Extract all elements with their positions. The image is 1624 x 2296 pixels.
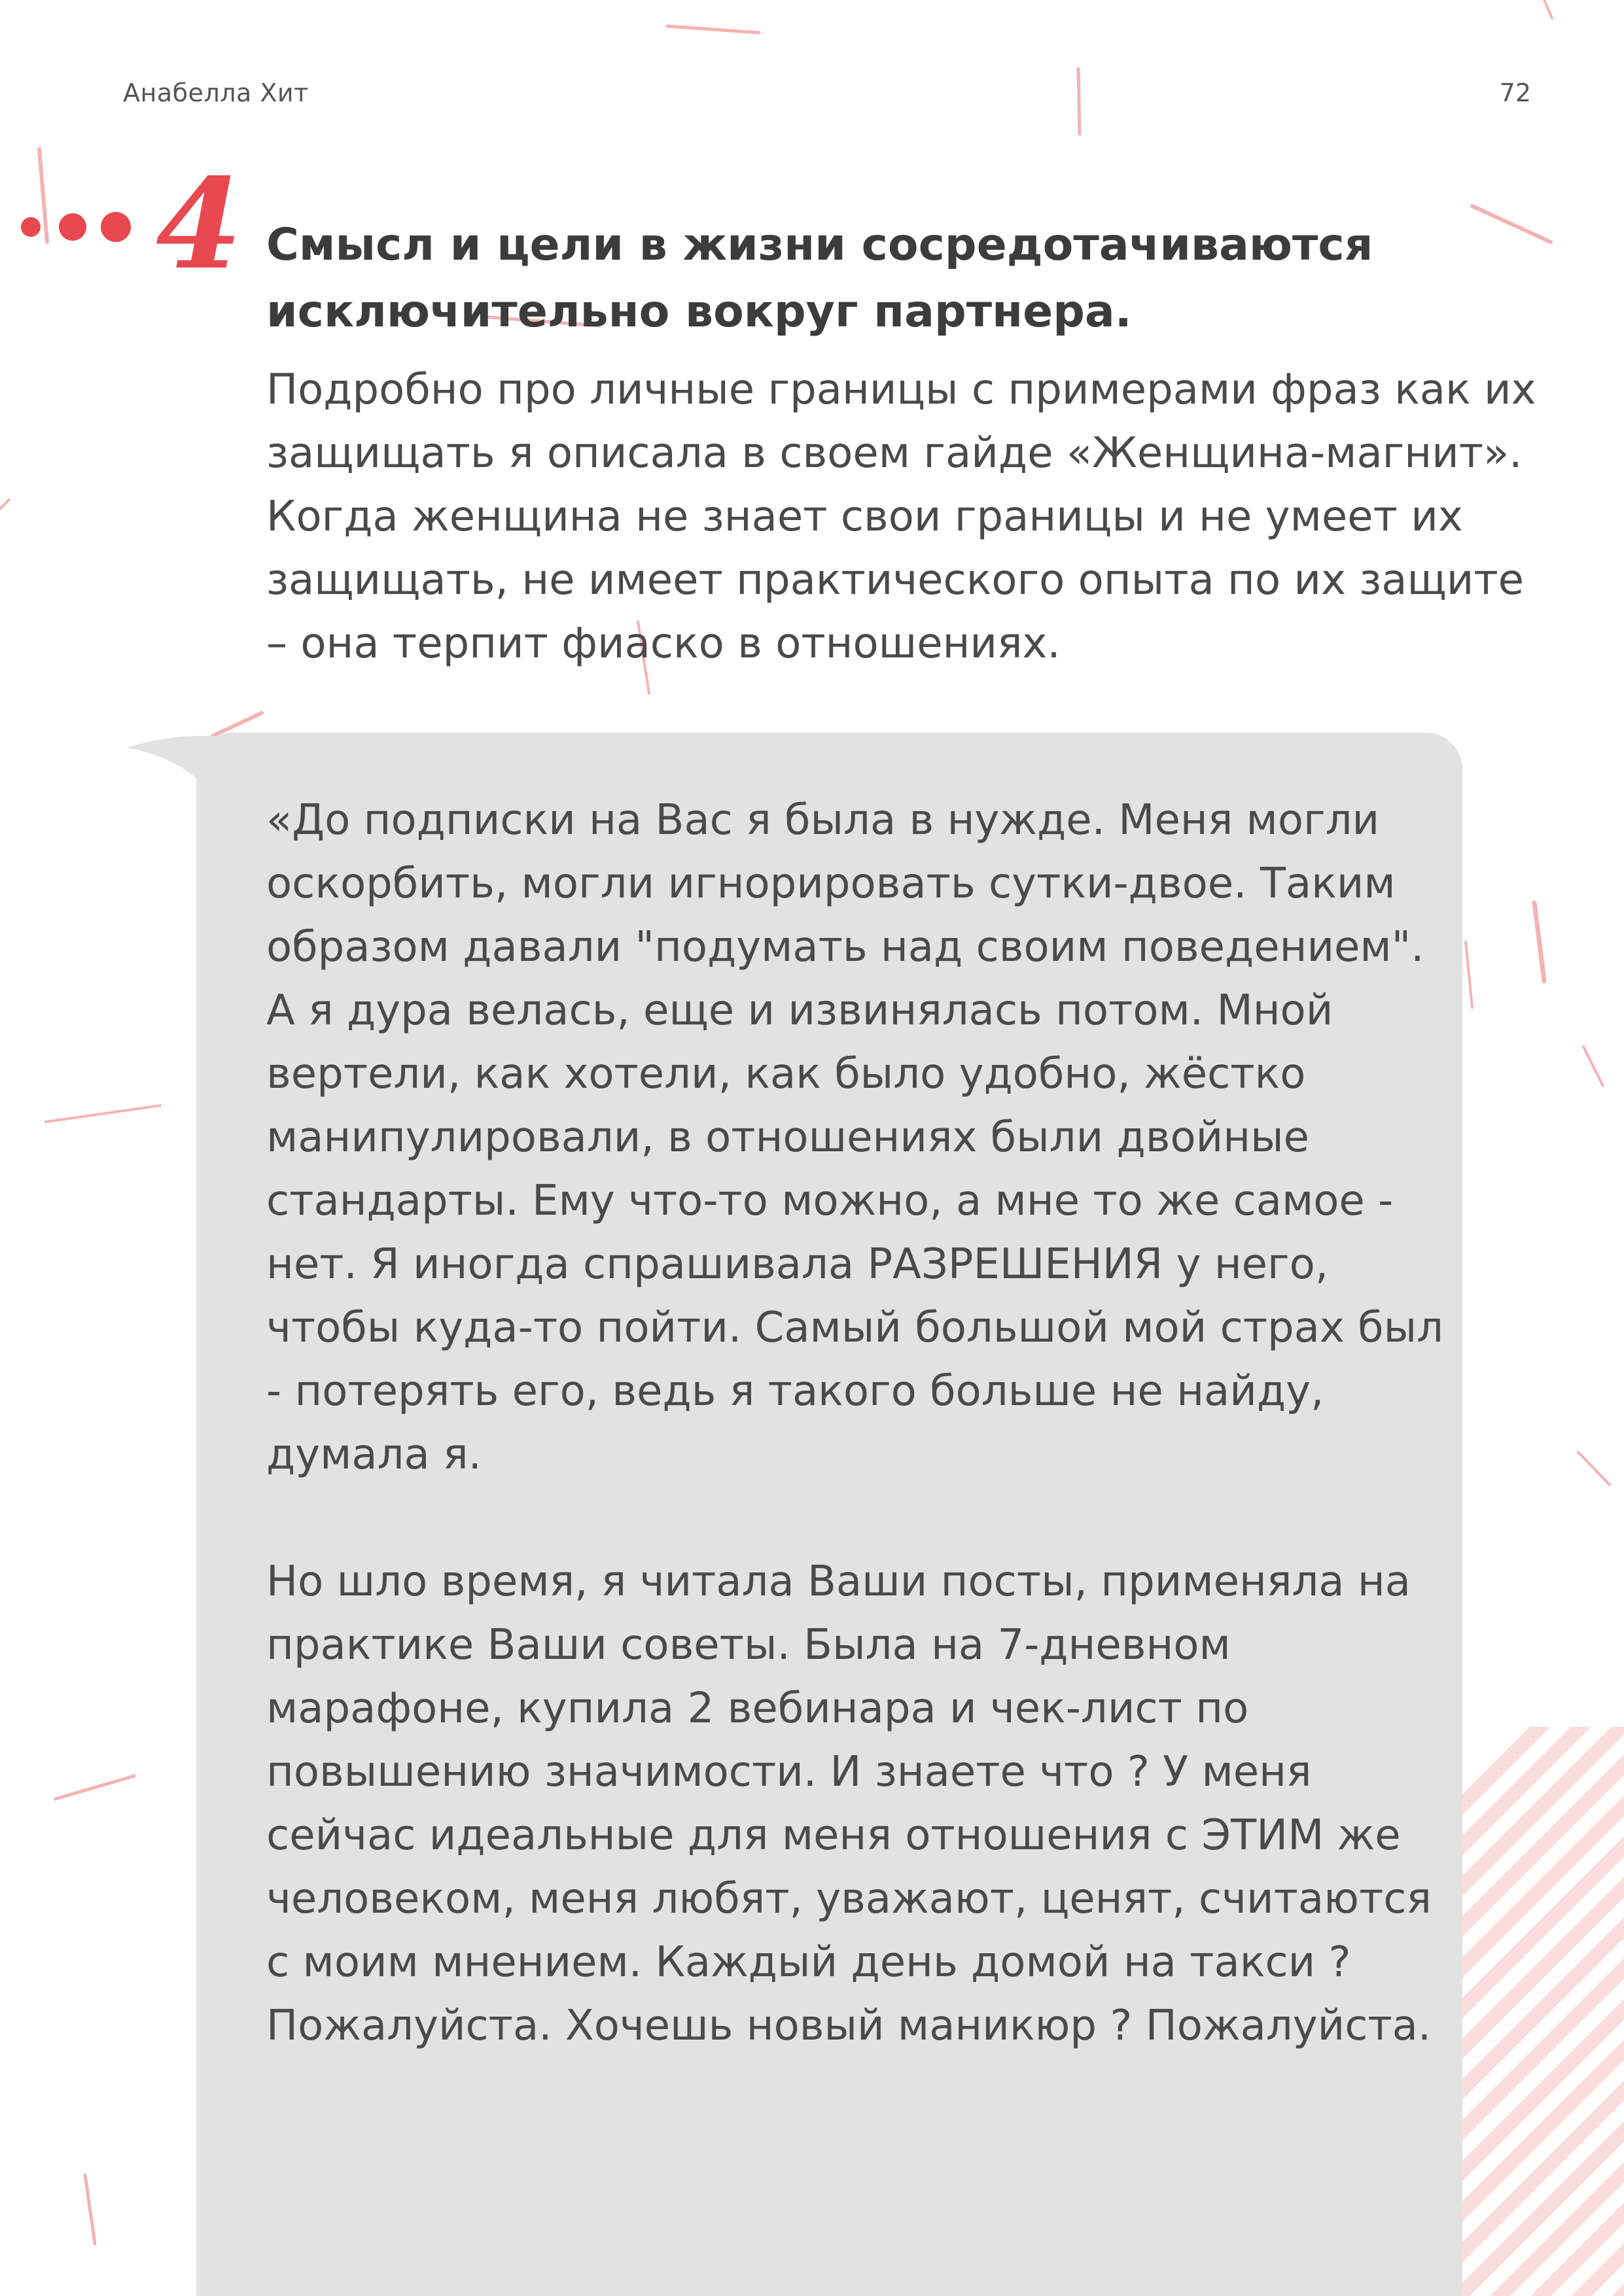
testimonial-paragraph: «До подписки на Вас я была в нужде. Меня могли оскорбить, могли игнорировать сутки-двое. Таким образом давали "подумать над своим поведением". А я дура велась, еще и извинялась потом. Мной вертели, как хотели, как было удобно, жёстко манипулировали, в отношениях были двойные стандарты. Ему что-то можно, а мне то же самое - нет. Я иногда спрашивала РАЗРЕШЕНИЯ у него, чтобы куда-то пойти. Самый большой мой страх был - потерять его, ведь я такого больше не найду, думала я. — [266, 796, 1443, 1479]
striped-corner — [1459, 1727, 1624, 2296]
section-heading: Смысл и цели в жизни сосредотачиваются исключительно вокруг партнера. — [266, 219, 1373, 338]
author-name: Анабелла Хит — [123, 78, 309, 107]
testimonial-paragraph: Но шло время, я читала Ваши посты, применяла на практике Ваши советы. Была на 7-дневном марафоне, купила 2 вебинара и чек-лист по повышению значимости. И знаете что ? У меня сейчас идеальные для меня отношения с ЭТИМ же человеком, меня любят, уважают, ценят, считаются с моим мнением. Каждый день домой на такси ? Пожалуйста. Хочешь новый маникюр ? Пожалуйста. — [266, 1557, 1432, 2050]
lead-paragraph — [266, 358, 1549, 676]
step-marker — [13, 151, 243, 297]
section-number: 4 — [156, 151, 243, 297]
lead-text: Подробно про личные границы с примерами фраз как их защищать я описала в своем гайде «Женщина-магнит». Когда женщина не знает свои границы и не умеет их защищать, не имеет практического опыта по их защите – она терпит фиаско в отношениях. — [266, 366, 1536, 668]
marker-dot — [21, 217, 41, 237]
page-number: 72 — [1499, 78, 1531, 107]
testimonial-quote — [266, 789, 1444, 2058]
marker-dot — [101, 212, 131, 242]
marker-dot — [59, 213, 86, 241]
